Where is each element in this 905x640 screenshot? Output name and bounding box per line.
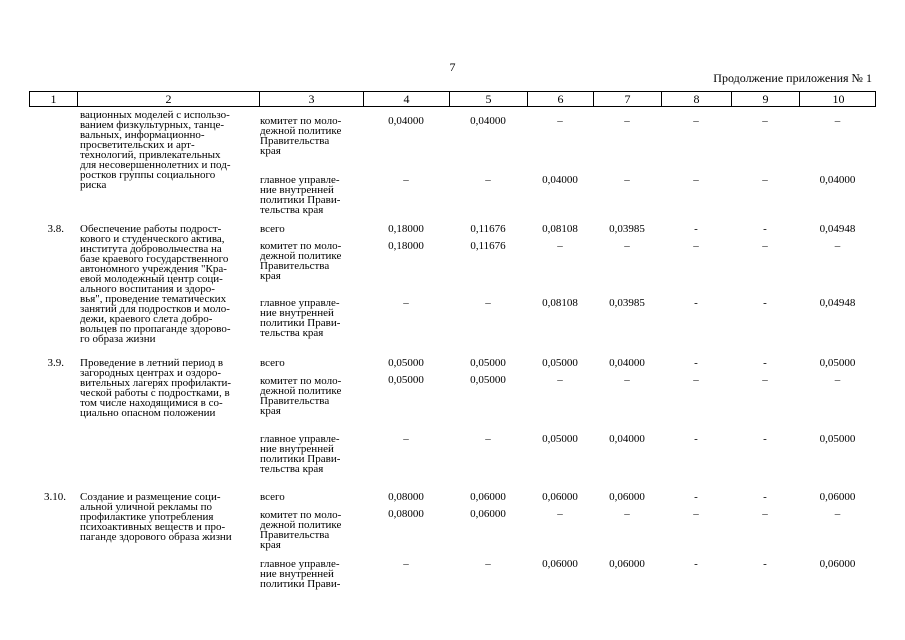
executor-main-department: главное управле- ние внутренней политики Прави- тельства края — [260, 297, 341, 339]
executor-main-department: главное управле- ние внутренней политики Прави- тельства края — [260, 433, 341, 475]
value-col-10: 0,05000 — [819, 357, 856, 369]
value-col-7: – — [624, 115, 630, 127]
value-col-6: – — [557, 508, 563, 520]
value-col-6: 0,06000 — [542, 491, 578, 503]
value-col-7: 0,03985 — [609, 223, 645, 235]
value-col-4: 0,18000 — [388, 223, 424, 235]
item-description: Проведение в летний период в загородных центрах и оздоро- вительных лагерях профилакти- ческой работы с подростками, в том числе находящимися в со- циально опасном положении — [80, 357, 232, 419]
value-col-8: – — [693, 374, 699, 386]
executor-committee: комитет по моло- дежной политике Правительства края — [260, 240, 342, 282]
value-col-8: - — [694, 491, 698, 503]
value-col-10: 0,04948 — [819, 223, 856, 235]
value-col-5: – — [485, 174, 491, 186]
header-col-10: 10 — [832, 92, 845, 106]
value-col-8: – — [693, 240, 699, 252]
value-col-4: 0,18000 — [388, 240, 424, 252]
value-col-7: 0,04000 — [609, 433, 645, 445]
value-col-5: 0,05000 — [470, 374, 506, 386]
item-number: 3.8. — [47, 223, 64, 235]
value-col-6: 0,05000 — [542, 357, 578, 369]
value-col-6: 0,06000 — [542, 558, 578, 570]
value-col-9: - — [763, 223, 767, 235]
value-col-10: – — [834, 508, 841, 520]
page-number: 7 — [449, 60, 456, 74]
value-col-9: - — [763, 558, 767, 570]
value-col-7: 0,03985 — [609, 297, 645, 309]
value-col-10: 0,05000 — [819, 433, 856, 445]
value-col-6: 0,08108 — [542, 223, 578, 235]
value-col-8: – — [693, 508, 699, 520]
header-col-4: 4 — [364, 92, 450, 106]
header-col-5: 5 — [450, 92, 528, 106]
value-col-10: – — [834, 115, 841, 127]
header-col-7: 7 — [594, 92, 662, 106]
header-col-3: 3 — [260, 92, 364, 106]
value-col-7: 0,06000 — [609, 491, 645, 503]
value-col-5: 0,11676 — [470, 223, 506, 235]
value-col-8: - — [694, 433, 698, 445]
value-col-4: 0,04000 — [388, 115, 424, 127]
value-col-4: 0,08000 — [388, 491, 424, 503]
value-col-6: 0,04000 — [542, 174, 578, 186]
value-col-7: 0,06000 — [609, 558, 645, 570]
item-number: 3.10. — [44, 491, 66, 503]
header-col-6: 6 — [528, 92, 594, 106]
value-col-5: – — [485, 558, 491, 570]
item-description: Обеспечение работы подрост- кового и студенческого актива, института добровольчества на базе краевого государственного автономного учреждения "Кра- евой молодежный центр соци- ального воспитания и здоро- вья", проведение тематических занятий для подростков и моло- дежи, краевого слета добро- вольцев по пропаганде здорово- го образа жизни — [80, 223, 231, 345]
item-description: вационных моделей с использо- ванием физкультурных, танце- вальных, информационно- просветительских и арт- технологий, привлекательных для несовершеннолетних и под- ростков группы социального риска — [80, 109, 231, 191]
value-col-5: – — [485, 433, 491, 445]
value-col-4: – — [403, 174, 409, 186]
value-col-8: – — [693, 174, 699, 186]
value-col-8: - — [694, 558, 698, 570]
value-col-7: – — [624, 374, 630, 386]
continuation-label: Продолжение приложения № 1 — [713, 71, 872, 85]
value-col-10: 0,04000 — [819, 174, 856, 186]
total-label: всего — [260, 223, 285, 235]
value-col-4: – — [403, 558, 409, 570]
value-col-10: 0,06000 — [819, 558, 856, 570]
value-col-4: 0,05000 — [388, 357, 424, 369]
executor-committee: комитет по моло- дежной политике Правительства края — [260, 375, 342, 417]
value-col-9: - — [763, 491, 767, 503]
value-col-10: – — [834, 240, 841, 252]
value-col-9: - — [763, 297, 767, 309]
header-col-1: 1 — [30, 92, 78, 106]
value-col-8: - — [694, 357, 698, 369]
value-col-8: - — [694, 223, 698, 235]
value-col-9: – — [762, 174, 768, 186]
executor-main-department: главное управле- ние внутренней политики Прави- — [260, 558, 341, 590]
header-col-2: 2 — [78, 92, 260, 106]
value-col-5: – — [485, 297, 491, 309]
value-col-5: 0,05000 — [470, 357, 506, 369]
value-col-8: - — [694, 297, 698, 309]
value-col-9: – — [762, 240, 768, 252]
value-col-5: 0,11676 — [470, 240, 506, 252]
executor-committee: комитет по моло- дежной политике Правительства края — [260, 509, 342, 551]
value-col-6: – — [557, 240, 563, 252]
value-col-4: 0,05000 — [388, 374, 424, 386]
header-col-9: 9 — [732, 92, 800, 106]
total-label: всего — [260, 357, 285, 369]
value-col-9: - — [763, 357, 767, 369]
value-col-6: – — [557, 374, 563, 386]
value-col-7: – — [624, 174, 630, 186]
value-col-4: 0,08000 — [388, 508, 424, 520]
value-col-10: 0,04948 — [819, 297, 856, 309]
value-col-10: 0,06000 — [819, 491, 856, 503]
item-description: Создание и размещение соци- альной уличной рекламы по профилактике употребления психоактивных веществ и про- паганде здорового образа жизни — [80, 491, 232, 543]
table-header-row — [29, 91, 876, 107]
item-number: 3.9. — [47, 357, 64, 369]
value-col-6: 0,08108 — [542, 297, 578, 309]
value-col-9: – — [762, 115, 768, 127]
total-label: всего — [260, 491, 285, 503]
executor-main-department: главное управле- ние внутренней политики Прави- тельства края — [260, 174, 341, 216]
value-col-9: - — [763, 433, 767, 445]
value-col-5: 0,06000 — [470, 491, 506, 503]
header-col-8: 8 — [662, 92, 732, 106]
value-col-9: – — [762, 508, 768, 520]
executor-committee: комитет по моло- дежной политике Правительства края — [260, 115, 342, 157]
value-col-5: 0,06000 — [470, 508, 506, 520]
value-col-6: – — [557, 115, 563, 127]
value-col-5: 0,04000 — [470, 115, 506, 127]
value-col-4: – — [403, 297, 409, 309]
value-col-6: 0,05000 — [542, 433, 578, 445]
value-col-7: – — [624, 508, 630, 520]
value-col-9: – — [762, 374, 768, 386]
value-col-4: – — [403, 433, 409, 445]
value-col-10: – — [834, 374, 841, 386]
value-col-8: – — [693, 115, 699, 127]
value-col-7: 0,04000 — [609, 357, 645, 369]
value-col-7: – — [624, 240, 630, 252]
